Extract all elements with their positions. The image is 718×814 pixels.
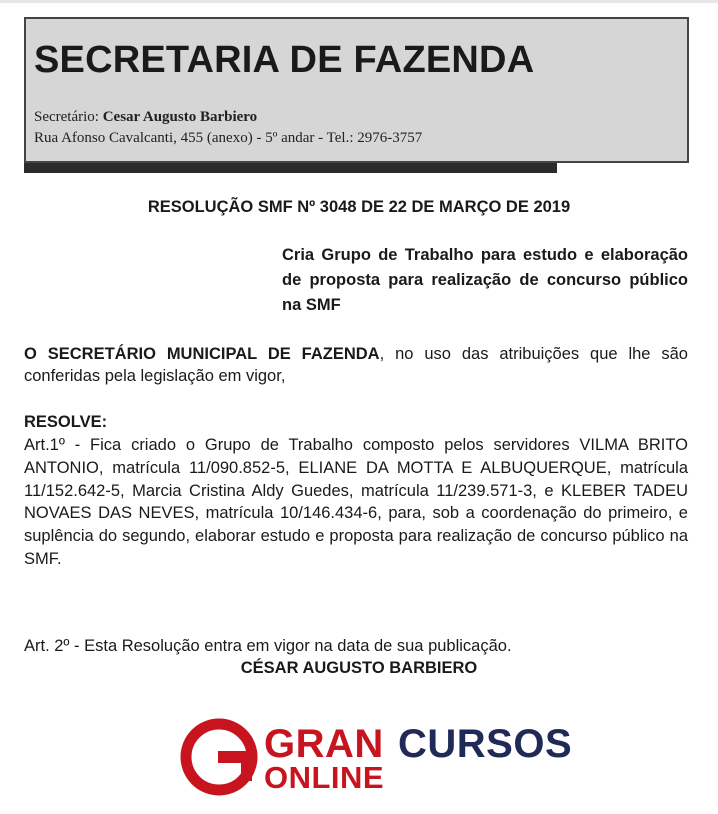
gran-cursos-g-logo-icon	[180, 718, 258, 796]
secretary-line	[34, 109, 257, 126]
logo-word-gran: GRAN	[264, 722, 384, 766]
resolution-ementa: Cria Grupo de Trabalho para estudo e elaboração de proposta para realização de concurso público na SMF	[282, 246, 688, 314]
secretary-name: Cesar Augusto Barbiero	[102, 109, 258, 125]
gran-cursos-logo	[180, 718, 580, 798]
logo-word-cursos: CURSOS	[398, 722, 573, 766]
resolution-title: RESOLUÇÃO SMF Nº 3048 DE 22 DE MARÇO DE 2019	[147, 198, 571, 216]
intro-text: , no uso das atribuições que lhe são conferidas pela legislação em vigor,	[24, 345, 688, 385]
header-title: SECRETARIA DE FAZENDA	[34, 39, 535, 81]
header-shadow-bar	[24, 163, 557, 173]
page-top-border	[0, 0, 718, 3]
intro-paragraph	[24, 343, 688, 387]
article-1: Art.1º - Fica criado o Grupo de Trabalho composto pelos servidores VILMA BRITO ANTONIO, matrícula 11/090.852-5, ELIANE DA MOTTA E ALBUQUERQUE, matrícula 11/152.642-5, Marcia Cristina Aldy Guedes, matrícula 11/239.571-3, e KLEBER TADEU NOVAES DAS NEVES, matrícula 10/146.434-6, para, sob a coordenação do primeiro, e suplência do segundo, elaborar estudo e proposta para realização de concurso público na SMF.	[24, 436, 688, 568]
signature: CÉSAR AUGUSTO BARBIERO	[240, 659, 478, 677]
secretary-label: Secretário:	[34, 109, 103, 125]
resolve-label: RESOLVE:	[24, 413, 108, 431]
header-box	[24, 17, 689, 163]
address-line: Rua Afonso Cavalcanti, 455 (anexo) - 5º andar - Tel.: 2976-3757	[34, 130, 423, 146]
intro-bold: O SECRETÁRIO MUNICIPAL DE FAZENDA	[24, 345, 380, 363]
logo-word-online: ONLINE	[264, 760, 385, 795]
article-2: Art. 2º - Esta Resolução entra em vigor na data de sua publicação.	[24, 637, 512, 655]
